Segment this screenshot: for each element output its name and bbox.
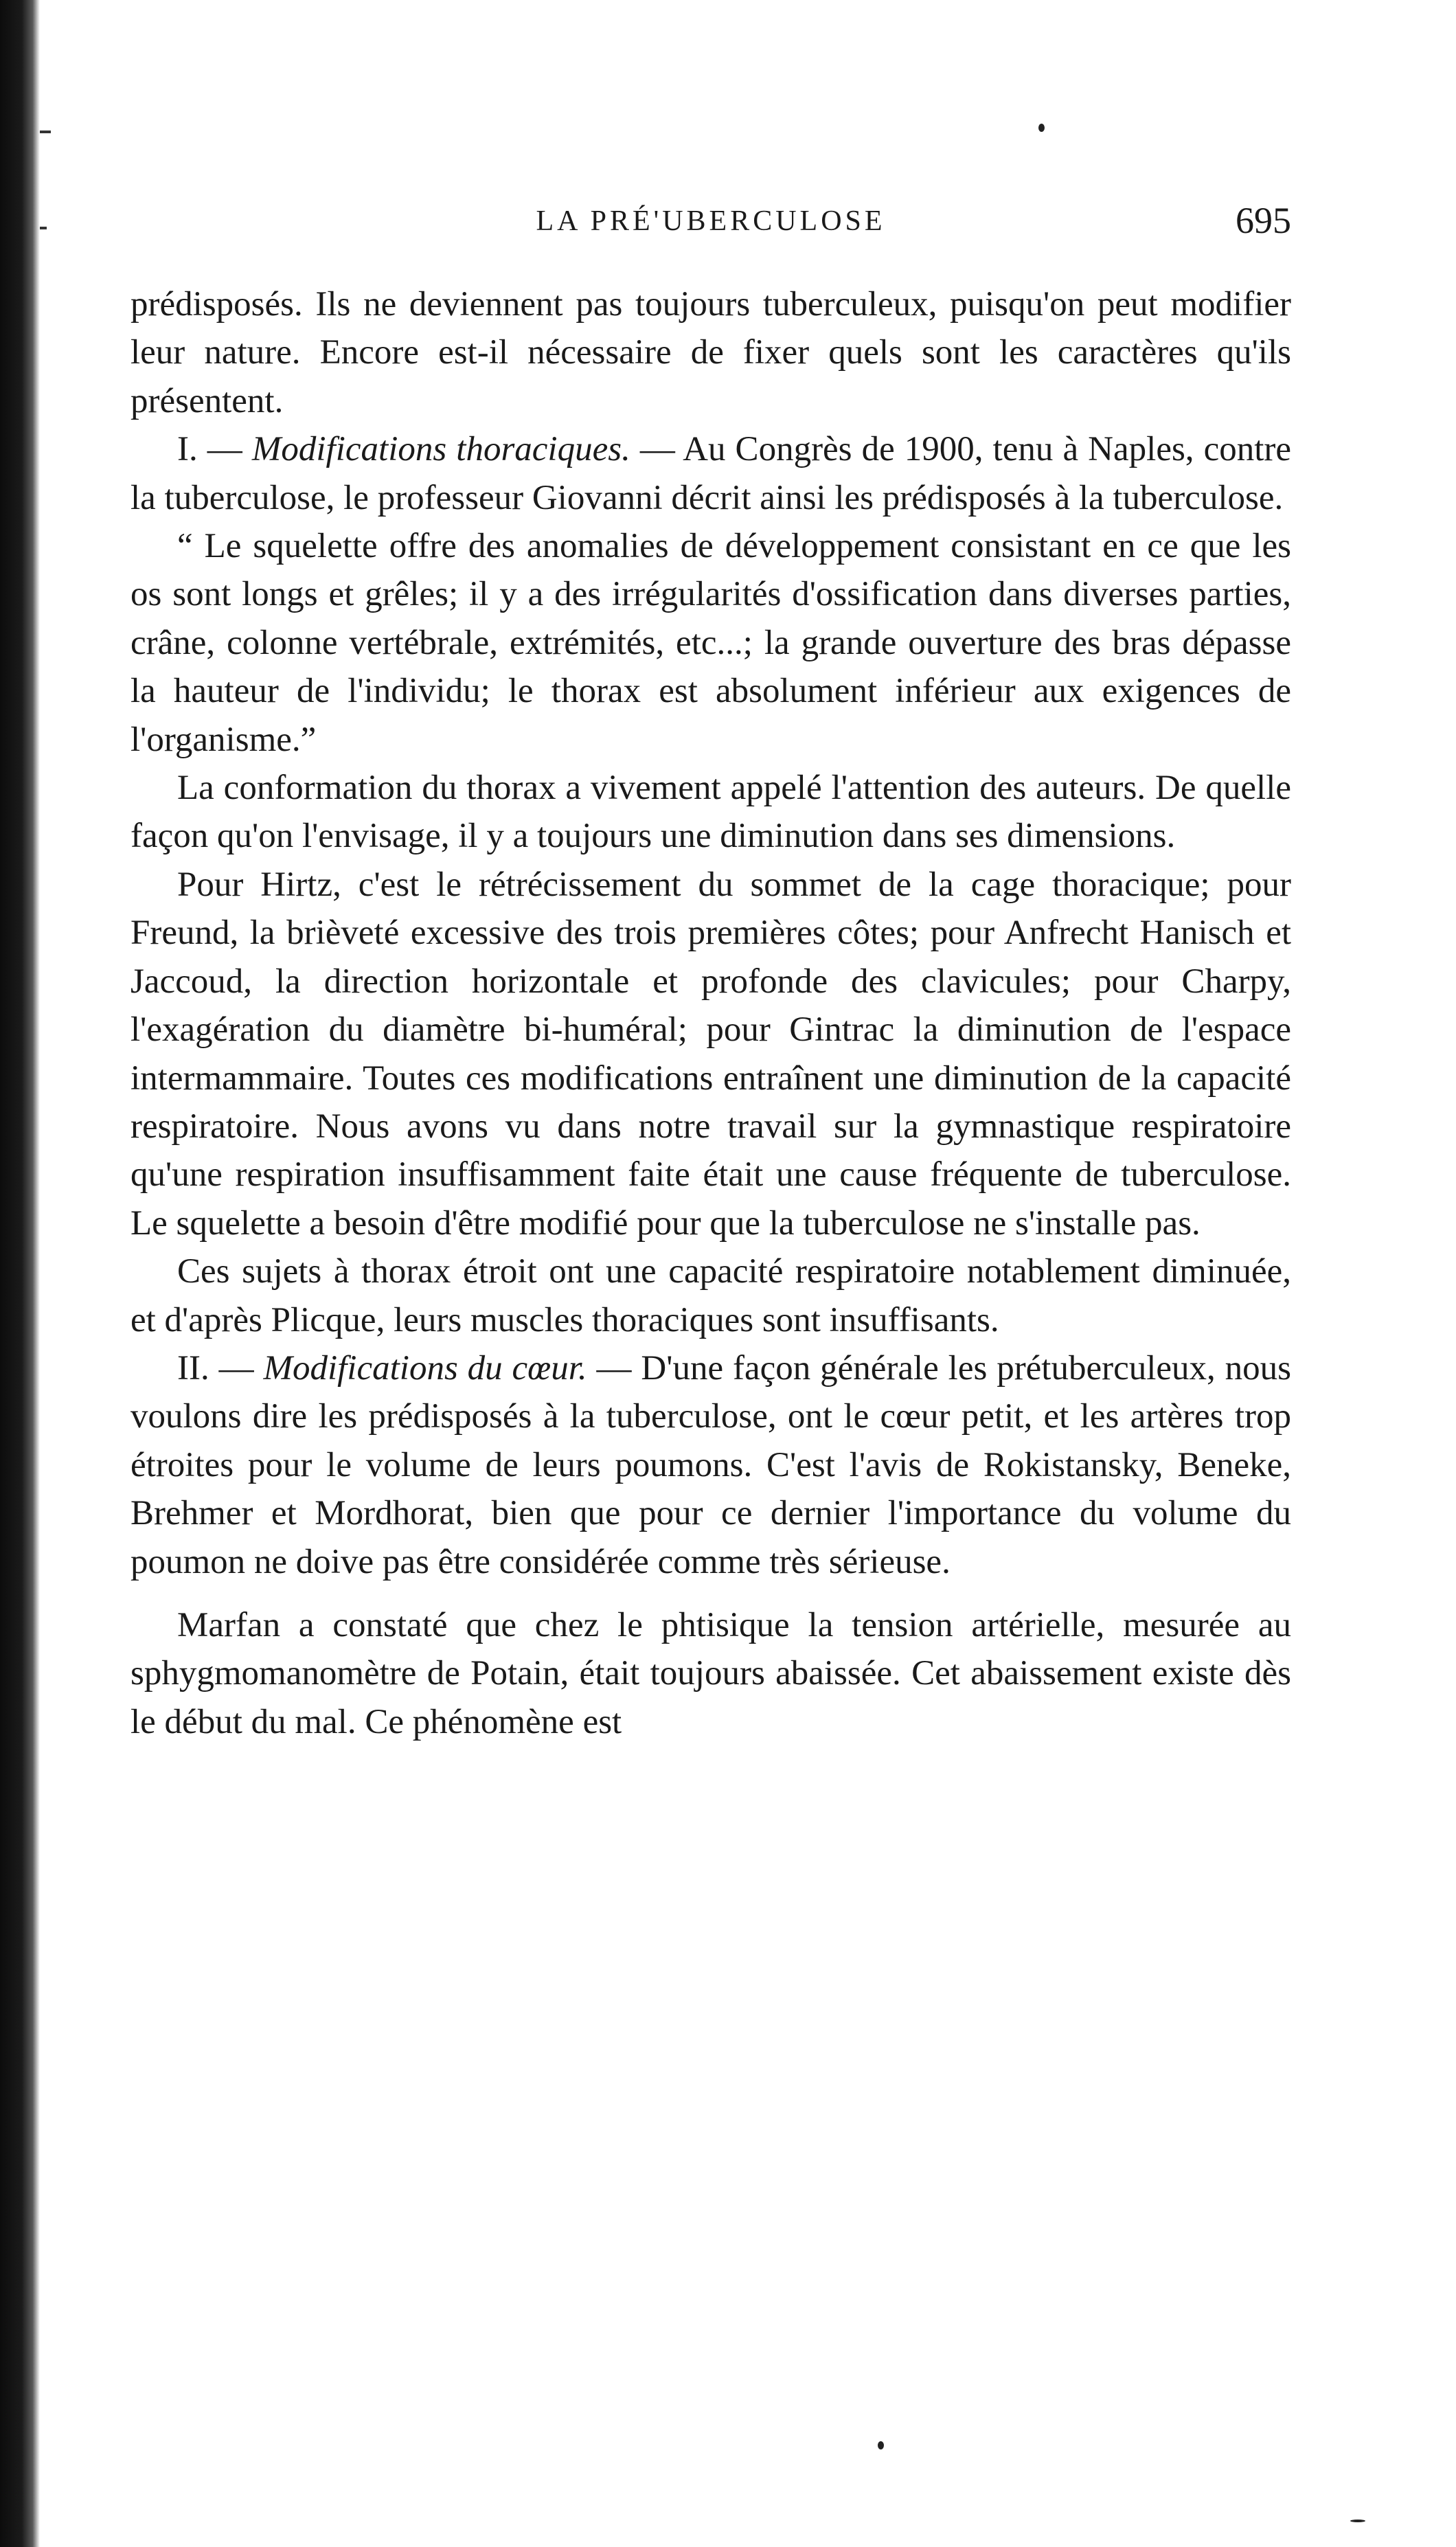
running-title: LA PRÉ'UBERCULOSE [536, 205, 886, 237]
section-paragraph [130, 425, 1291, 522]
ink-speck [1350, 2520, 1365, 2522]
section-number: I. — [177, 430, 242, 469]
paragraph [130, 764, 1291, 861]
paragraph-text: — Au Congrès de 1900, tenu à Naples, contre la tuberculose, le professeur Giovanni décrit ainsi les prédisposés à la tuberculose. [130, 430, 1292, 517]
paragraph-text: La conformation du thorax a vivement appelé l'attention des auteurs. De quelle façon qu'on l'envisage, il y a toujours une diminution dans ses dimensions. [130, 769, 1291, 856]
paragraph-text: Ces sujets à thorax étroit ont une capacité respiratoire notablement diminuée, et d'après Plicque, leurs muscles thoraciques sont insuffisants. [130, 1252, 1291, 1339]
ink-speck [878, 2441, 884, 2449]
quote-paragraph [130, 522, 1291, 764]
binding-mark [40, 131, 51, 133]
paragraph [130, 861, 1291, 1247]
paragraph-text: prédisposés. Ils ne deviennent pas toujours tuberculeux, puisqu'on peut modifier leur nature. Encore est-il nécessaire de fixer quels sont les caractères qu'ils présentent. [130, 285, 1291, 420]
section-title: Modifications du cœur. [263, 1348, 587, 1388]
paragraph-text: Pour Hirtz, c'est le rétrécissement du sommet de la cage thoracique; pour Freund, la brièveté excessive des trois premières côtes; pour Anfrecht Hanisch et Jaccoud, la direction horizontale et profonde des clavicules; pour Charpy, l'exagération du diamètre bi-huméral; pour Gintrac la diminution de l'espace intermammaire. Toutes ces modifications entraînent une diminution de la capacité respiratoire. Nous avons vu dans notre travail sur la gymnastique respiratoire qu'une respiration insuffisamment faite était une cause fréquente de tuberculose. Le squelette a besoin d'être modifié pour que la tuberculose ne s'installe pas. [130, 865, 1291, 1243]
paragraph-text: “ Le squelette offre des anomalies de développement consistant en ce que les os sont longs et grêles; il y a des irrégularités d'ossification dans diverses parties, crâne, colonne vertébrale, extrémités, etc...; la grande ouverture des bras dépasse la hauteur de l'individu; le thorax est absolument inférieur aux exigences de l'organisme.” [130, 527, 1291, 759]
paragraph [130, 1247, 1291, 1344]
paragraph [130, 1601, 1291, 1746]
ink-speck [1038, 124, 1045, 132]
paragraph [130, 280, 1291, 425]
paragraph-text: Marfan a constaté que chez le phtisique la tension artérielle, mesurée au sphygmomanomètre de Potain, était toujours abaissée. Cet abaissement existe dès le début du mal. Ce phénomène est [130, 1605, 1291, 1741]
text-body [130, 280, 1291, 1746]
section-title: Modifications thoraciques. [251, 430, 630, 469]
page-number: 695 [1236, 200, 1291, 241]
running-header [130, 199, 1291, 247]
page-binding-edge [0, 0, 40, 2547]
section-number: II. — [177, 1348, 254, 1388]
paragraph-text: — D'une façon générale les prétuberculeux, nous voulons dire les prédisposés à la tuberculose, ont le cœur petit, et les artères trop étroites pour le volume de leurs poumons. C'est l'avis de Rokistansky, Beneke, Brehmer et Mordhorat, bien que pour ce dernier l'importance du volume du poumon ne doive pas être considérée comme très sérieuse. [130, 1348, 1292, 1581]
section-paragraph [130, 1344, 1291, 1586]
binding-mark [40, 227, 47, 229]
